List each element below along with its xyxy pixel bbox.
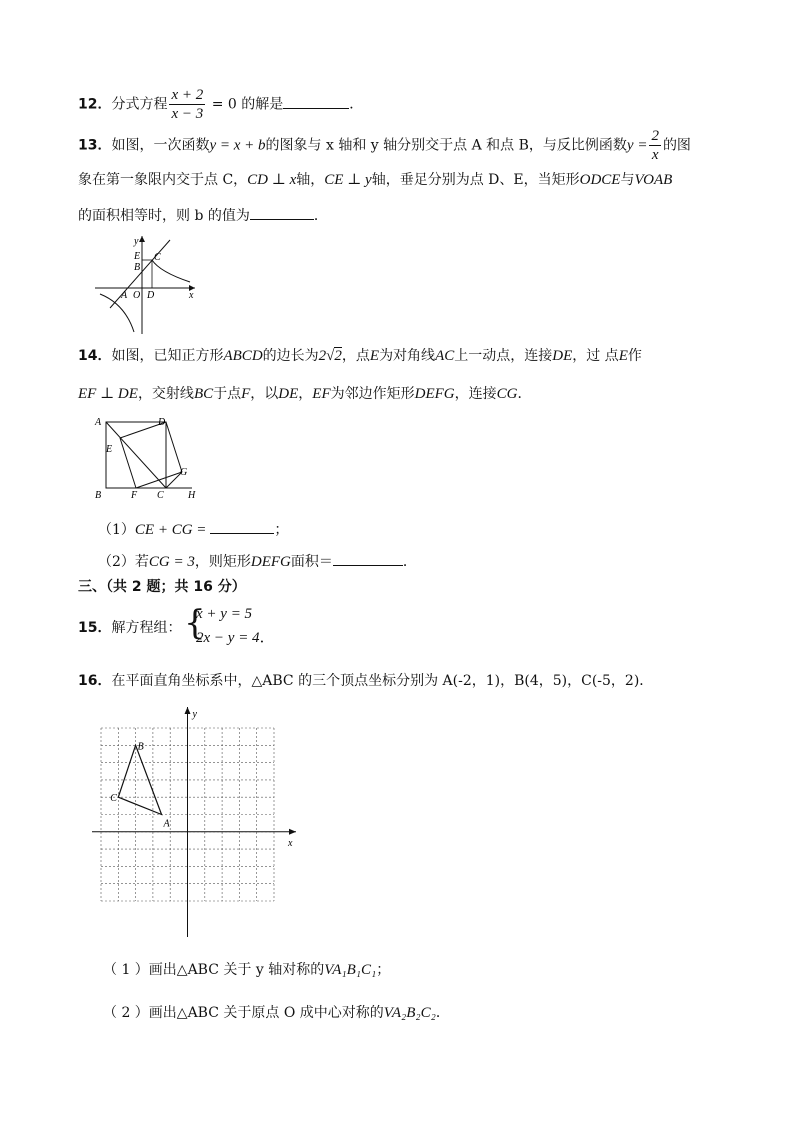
q16-coordinate-grid <box>92 703 302 939</box>
math-expression: ODCE <box>579 172 621 188</box>
linear-function: y = x + b <box>209 137 266 154</box>
question-text: = 0 的解是 <box>207 96 284 113</box>
question-16-sub-1 <box>103 960 390 980</box>
fig-label: C <box>154 252 161 263</box>
fig-label: H <box>188 490 196 501</box>
math-expression: EF <box>312 386 331 402</box>
punctuation: ． <box>349 96 364 113</box>
question-text: 的图象与 x 轴和 y 轴分别交于点 A 和点 B，与反比例函数 <box>265 137 627 154</box>
question-text: 为邻边作矩形 <box>330 386 415 402</box>
sub-label: （1） <box>98 522 135 538</box>
fig-label: B <box>134 262 141 273</box>
math-expression: AC <box>435 348 455 364</box>
punctuation: ． <box>313 208 328 224</box>
question-number: 12． <box>78 96 112 113</box>
math-expression: VA₁B₁C₁ <box>324 962 377 978</box>
fig-label: E <box>106 444 113 455</box>
answer-blank[interactable] <box>333 551 403 566</box>
fraction <box>649 127 661 164</box>
fig-label: F <box>131 490 138 501</box>
sub-label: （2）若 <box>98 554 149 570</box>
numerator: x + 2 <box>171 87 204 103</box>
math-expression: CD ⊥ x <box>247 172 297 188</box>
section-heading: 三、（共 2 题；共 16 分） <box>78 579 246 595</box>
question-text: ，过 点 <box>572 348 619 364</box>
question-14-sub-2 <box>98 551 417 572</box>
question-15 <box>78 618 181 638</box>
fig-label: A <box>121 290 128 301</box>
punctuation: ； <box>274 522 289 538</box>
denominator: x − 3 <box>171 106 204 122</box>
answer-blank[interactable] <box>210 519 274 534</box>
x-axis-arrow <box>289 829 296 835</box>
equation-1: x + y = 5 <box>196 606 253 622</box>
question-number: 15． <box>78 620 112 636</box>
inverse-function-lhs: y = <box>626 137 648 154</box>
punctuation: ； <box>376 962 391 978</box>
vertex-label-b: B <box>137 741 144 753</box>
fig-label: O <box>133 290 141 301</box>
question-text: ，连接 <box>454 386 497 402</box>
fraction <box>169 86 205 123</box>
question-number: 14． <box>78 348 112 364</box>
vertex-label-c: C <box>110 793 117 805</box>
question-text: ，交射线 <box>137 386 194 402</box>
math-expression: E <box>369 348 380 364</box>
question-text: 如图，一次函数 <box>111 137 210 154</box>
question-14-line-1 <box>78 346 642 366</box>
radicand: 2 <box>334 348 342 364</box>
fig-label: x <box>189 290 194 301</box>
math-expression: VA₂B₂C₂ <box>383 1005 436 1021</box>
question-text: 的面积相等时，则 b 的值为 <box>78 208 250 224</box>
math-expression: VOAB <box>634 172 673 188</box>
math-expression: DEFG <box>250 554 291 570</box>
coefficient: 2 <box>318 348 327 364</box>
question-text: ， <box>298 386 313 402</box>
side-length: 2√2 <box>318 348 342 364</box>
fig-label: B <box>95 490 102 501</box>
fig-label: C <box>157 490 164 501</box>
question-number: 13． <box>78 137 112 154</box>
question-text: ，点 <box>341 348 370 364</box>
question-13-line-1 <box>78 127 691 164</box>
question-14-sub-1 <box>98 519 288 540</box>
axis-label-y: y <box>192 709 197 720</box>
math-expression: EF ⊥ DE <box>78 386 138 402</box>
question-text: 如图，已知正方形 <box>111 348 224 364</box>
math-expression: CG <box>496 386 518 402</box>
answer-blank[interactable] <box>250 205 314 220</box>
q14-figure <box>88 414 208 506</box>
fig-label: D <box>158 417 166 428</box>
question-13-line-2 <box>78 170 672 190</box>
math-expression: BC <box>193 386 214 402</box>
triangle-abc <box>118 745 161 814</box>
question-text: ，则矩形 <box>194 554 251 570</box>
y-axis-arrow <box>185 707 191 714</box>
fig-label: G <box>180 467 188 478</box>
axis-label-x: x <box>288 837 293 849</box>
fig-label: D <box>147 290 155 301</box>
question-12 <box>78 86 363 123</box>
question-13-line-3 <box>78 205 328 226</box>
question-16-sub-2 <box>103 1003 450 1023</box>
denominator: x <box>651 147 659 163</box>
math-expression: DEFG <box>414 386 455 402</box>
question-14-line-2 <box>78 384 531 404</box>
question-text: 的边长为 <box>262 348 319 364</box>
punctuation: ． <box>435 1005 450 1021</box>
question-text: ，以 <box>250 386 279 402</box>
question-text: 的图 <box>662 137 691 154</box>
math-expression: F <box>241 386 251 402</box>
math-expression: DE <box>278 386 299 402</box>
fig-label: y <box>134 236 139 247</box>
equation-2-text: 2x − y = 4 <box>196 630 260 646</box>
question-text: 在平面直角坐标系中，△ABC 的三个顶点坐标分别为 A(-2，1)，B(4，5)，C(-5，2)． <box>111 673 654 689</box>
answer-blank[interactable] <box>283 94 349 109</box>
question-text: ． <box>517 386 532 402</box>
q13-figure <box>90 232 200 337</box>
math-expression: CG = 3 <box>148 554 195 570</box>
question-text: 面积＝ <box>290 554 333 570</box>
equation-2 <box>196 628 275 648</box>
math-expression: DE <box>552 348 573 364</box>
question-number: 16． <box>78 673 112 689</box>
fig-label: A <box>95 417 102 428</box>
math-expression: CE ⊥ y <box>324 172 372 188</box>
question-text: 于点 <box>213 386 242 402</box>
math-expression: CE + CG = <box>134 522 207 538</box>
fig-label: E <box>134 251 141 262</box>
question-text: 象在第一象限内交于点 C， <box>78 172 248 188</box>
math-expression: ABCD <box>223 348 263 364</box>
question-text: 分式方程 <box>111 96 168 113</box>
punctuation: ． <box>402 554 417 570</box>
system-brace: { <box>184 603 206 643</box>
sub-label: （ 1 ）画出△ABC 关于 y 轴对称的 <box>103 962 325 978</box>
question-text: 上一动点，连接 <box>454 348 553 364</box>
question-text: 与 <box>620 172 635 188</box>
vertex-label-a: A <box>163 818 170 830</box>
question-16 <box>78 671 653 691</box>
math-expression: E <box>618 348 628 364</box>
question-text: 轴，垂足分别为点 D、E，当矩形 <box>371 172 580 188</box>
sub-label: （ 2 ）画出△ABC 关于原点 O 成中心对称的 <box>103 1005 384 1021</box>
question-text: 为对角线 <box>379 348 436 364</box>
question-text: 解方程组： <box>111 620 182 636</box>
question-text: 轴， <box>296 172 325 188</box>
question-text: 作 <box>627 348 642 364</box>
punctuation: ． <box>259 630 275 646</box>
numerator: 2 <box>651 128 659 144</box>
